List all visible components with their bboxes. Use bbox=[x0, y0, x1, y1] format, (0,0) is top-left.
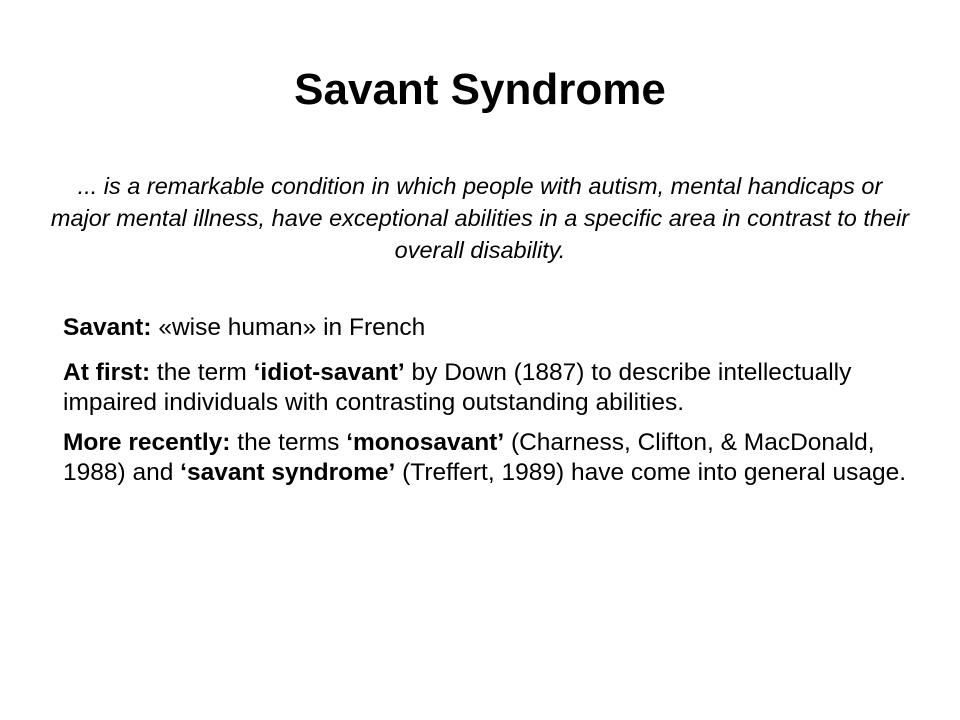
paragraph-label: Savant: bbox=[63, 314, 152, 341]
paragraph-at-first bbox=[63, 358, 913, 418]
slide-body bbox=[63, 313, 913, 498]
term-savant-syndrome: ‘savant syndrome’ bbox=[180, 459, 396, 486]
term-idiot-savant: ‘idiot-savant’ bbox=[253, 359, 405, 386]
paragraph-more-recently bbox=[63, 428, 913, 488]
paragraph-text: (Treffert, 1989) have come into general usage. bbox=[395, 459, 907, 486]
paragraph-text: the terms bbox=[230, 429, 347, 456]
paragraph-text: (Charness, Clifton, & MacDonald, 1988) and bbox=[63, 429, 875, 486]
term-monosavant: ‘monosavant’ bbox=[346, 429, 505, 456]
paragraph-label: At first: bbox=[63, 359, 151, 386]
slide-subtitle: ... is a remarkable condition in which people with autism, mental handicaps or major mental illness, have exceptional abilities in a specific area in contrast to their overall disability. bbox=[50, 173, 910, 263]
paragraph-savant bbox=[63, 313, 913, 343]
paragraph-text: by Down (1887) to describe intellectually impaired individuals with contrasting outstanding abilities. bbox=[63, 359, 852, 416]
slide-title: Savant Syndrome bbox=[294, 65, 666, 114]
paragraph-text: the term bbox=[150, 359, 254, 386]
paragraph-label: More recently: bbox=[63, 429, 231, 456]
paragraph-text: «wise human» in French bbox=[151, 314, 426, 341]
